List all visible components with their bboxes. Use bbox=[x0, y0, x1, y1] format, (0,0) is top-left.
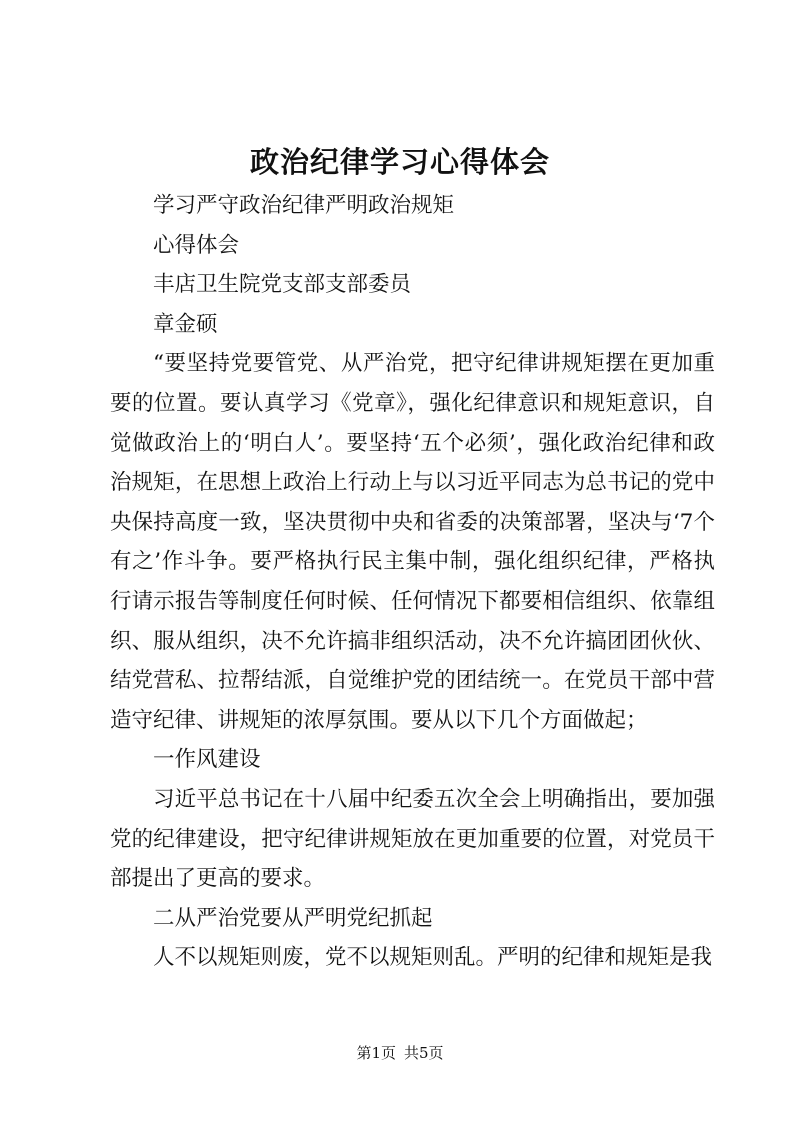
document-title: 政治纪律学习心得体会 bbox=[249, 145, 550, 179]
page-number: 第1页 bbox=[356, 1044, 396, 1062]
paragraph-intro: “要坚持党要管党、从严治党，把守纪律讲规矩摆在更加重要的位置。要认真学习《党章》，强化纪律意识和规矩意识，自觉做政治上的‘明白人’。要坚持‘五个必须’，强化政治纪律和政治规矩，在思想上政治上行动上与以习近平同志为总书记的党中央保持高度一致，坚决贯彻中央和省委的决策部署，坚决与‘7个有之’作斗争。要严格执行民主集中制，强化组织纪律，严格执行请示报告等制度任何时候、任何情况下都要相信组织、依靠组织、服从组织，决不允许搞非组织活动，决不允许搞团团伙伙、结党营私、拉帮结派，自觉维护党的团结统一。在党员干部中营造守纪律、讲规矩的浓厚氛围。要从以下几个方面做起； bbox=[110, 351, 715, 733]
page-footer bbox=[0, 1043, 800, 1063]
paragraph-author-organization: 丰店卫生院党支部支部委员 bbox=[153, 272, 412, 298]
document-body bbox=[110, 186, 715, 978]
section-heading-discipline: 二从严治党要从严明党纪抓起 bbox=[153, 905, 433, 931]
paragraph-discipline-text: 人不以规矩则废，党不以规矩则乱。严明的纪律和规矩是我 bbox=[153, 945, 713, 971]
paragraph-heading-line: 学习严守政治纪律严明政治规矩 bbox=[153, 193, 455, 218]
page-total: 共5页 bbox=[404, 1044, 444, 1062]
section-heading-style: 一作风建设 bbox=[153, 747, 261, 773]
paragraph-style-text: 习近平总书记在十八届中纪委五次全会上明确指出，要加强党的纪律建设，把守纪律讲规矩放在更加重要的位置，对党员干部提出了更高的要求。 bbox=[110, 786, 715, 892]
paragraph-subtitle: 心得体会 bbox=[153, 232, 240, 258]
paragraph-author-name: 章金硕 bbox=[153, 311, 218, 337]
